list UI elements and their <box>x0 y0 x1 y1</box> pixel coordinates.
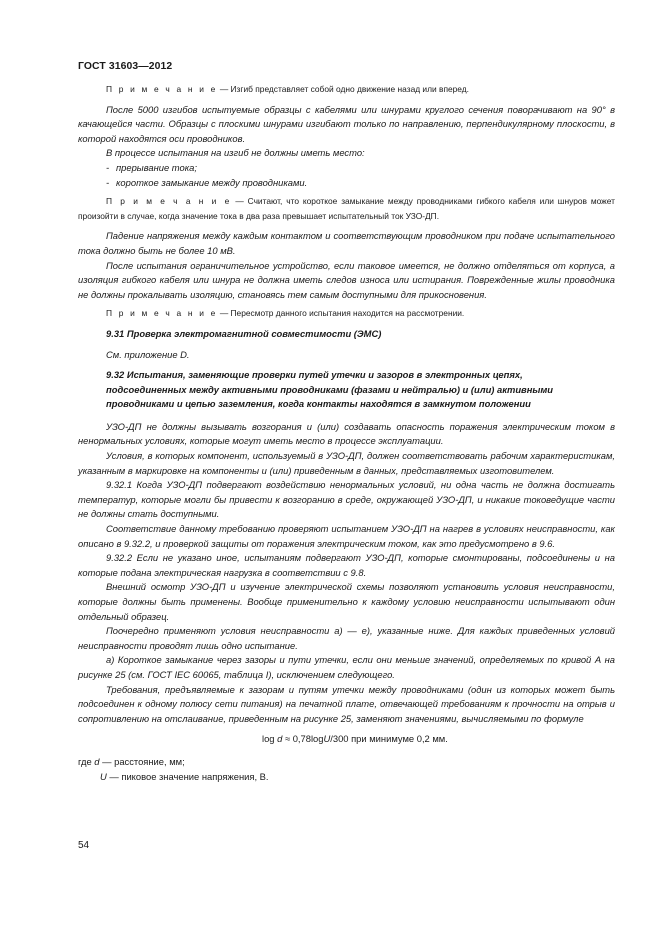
paragraph: Падение напряжения между каждым контактом и соответствующим проводником при подаче испытательного тока должно быть не более 10 мВ. <box>78 230 615 256</box>
note-2 <box>78 194 615 223</box>
paragraph: После испытания ограничительное устройство, если таковое имеется, не должно отделяться от корпуса, а изоляция гибкого кабеля или шнура не должна иметь следов износа или истирания. Поврежденные жилы проводника не должны прокалывать изоляцию, становясь тем самым доступными для прикосновения. <box>78 259 615 300</box>
document-body <box>78 82 615 784</box>
section-heading-9-31: 9.31 Проверка электромагнитной совместимости (ЭМС) <box>106 327 382 339</box>
paragraph: См. приложение D. <box>106 348 190 360</box>
note-label: П р и м е ч а н и е <box>106 308 218 319</box>
note-1 <box>78 82 615 97</box>
paragraph: После 5000 изгибов испытуемые образцы с кабелями или шнурами круглого сечения поворачивают на 90° в качающейся части. Образцы с плоскими шнурами изгибают только по направлению, перпендикулярному плоскости, в которой находятся оси проводников. <box>78 103 615 144</box>
where-u-text: — пиковое значение напряжения, В. <box>106 770 269 782</box>
formula-approx: ≈ 0,78log <box>282 733 324 745</box>
list-item-text: прерывание тока; <box>116 161 197 173</box>
formula <box>78 732 615 747</box>
formula-var-u: U <box>323 733 331 745</box>
list-item: - короткое замыкание между проводниками. <box>106 176 308 188</box>
note-3 <box>78 306 615 321</box>
paragraph: 9.32.2 Если не указано иное, испытаниям подвергают УЗО-ДП, которые смонтированы, подсоединены и на которые подана электрическая нагрузка в соответствии с 9.8. <box>78 552 615 578</box>
formula-var-d: d <box>277 733 283 745</box>
note-label: П р и м е ч а н и е <box>106 196 232 207</box>
paragraph: Соответствие данному требованию проверяют испытанием УЗО-ДП на нагрев в условиях неисправности, как описано в 9.32.2, и проверкой защиты от поражения электрическим током, как это предусмотрено в 9.6. <box>78 523 615 549</box>
note-text: — Изгиб представляет собой одно движение назад или вперед. <box>217 84 469 94</box>
standard-header: ГОСТ 31603—2012 <box>78 61 173 72</box>
paragraph: УЗО-ДП не должны вызывать возгорания и (или) создавать опасность поражения электрическим током в ненормальных условиях, которые могут иметь место в процессе эксплуатации. <box>78 420 615 447</box>
paragraph: Поочередно применяют условия неисправности а) — е), указанные ниже. Для каждых приведенных условий неисправности проводят лишь одно испытание. <box>78 625 615 651</box>
paragraph: Внешний осмотр УЗО-ДП и изучение электрической схемы позволяют установить условия неисправности, которые должны быть применены. Вообще применительно к каждому условию неисправности испытывают один отдельный образец. <box>78 581 615 622</box>
paragraph: Требования, предъявляемые к зазорам и путям утечки между проводниками (один из которых может быть подсоединен к одному полюсу сети питания) на печатной плате, отвечающей требованиям к прочности на отрыв и сопротивлению на отслаивание, приведенным на рисунке 25, заменяют значениями, вычисляемыми по формуле <box>78 683 615 724</box>
where-var-d: d <box>94 755 100 767</box>
paragraph: Условия, в которых компонент, используемый в УЗО-ДП, должен соответствовать рабочим характеристикам, указанным в маркировке на компоненты и (или) приведенным в данных, представляемых изготовителем. <box>78 450 615 476</box>
paragraph: 9.32.1 Когда УЗО-ДП подвергают воздействию ненормальных условий, ни одна часть не должна достигать температур, которые могли бы привести к возгоранию в среде, окружающей УЗО-ДП, и никакие токоведущие части не должны стать доступными. <box>78 479 615 520</box>
list-item-text: короткое замыкание между проводниками. <box>116 176 308 188</box>
note-text: — Пересмотр данного испытания находится на рассмотрении. <box>217 308 465 319</box>
where-var-u: U <box>100 770 107 782</box>
formula-log: log <box>262 733 275 745</box>
page-number: 54 <box>78 840 90 851</box>
section-heading-9-32: 9.32 Испытания, заменяющие проверки путей утечки и зазоров в электронных цепях, подсоединенных между активными проводниками (фазами и нейтралью) и (или) активными проводниками и цепью заземления, когда контакты находятся в замкнутом положении <box>106 369 554 410</box>
note-label: П р и м е ч а н и е <box>106 84 218 94</box>
formula-rest: /300 при минимуме 0,2 мм. <box>330 733 448 745</box>
paragraph: а) Короткое замыкание через зазоры и пути утечки, если они меньше значений, определяемых по кривой А на рисунке 25 (см. ГОСТ IEC 60065, таблица I), исключением следующего. <box>78 654 615 680</box>
where-d-text: — расстояние, мм; <box>99 755 185 767</box>
paragraph: В процессе испытания на изгиб не должны иметь место: <box>106 147 365 159</box>
list-item: - прерывание тока; <box>106 161 197 173</box>
note-text: — Считают, что короткое замыкание между проводниками гибкого кабеля или шнуров может произойти в случае, когда значение тока в два раза превышает испытательный ток УЗО-ДП. <box>78 196 615 221</box>
where-d <box>78 755 615 770</box>
where-u <box>78 770 615 785</box>
where-prefix: где <box>78 755 95 767</box>
